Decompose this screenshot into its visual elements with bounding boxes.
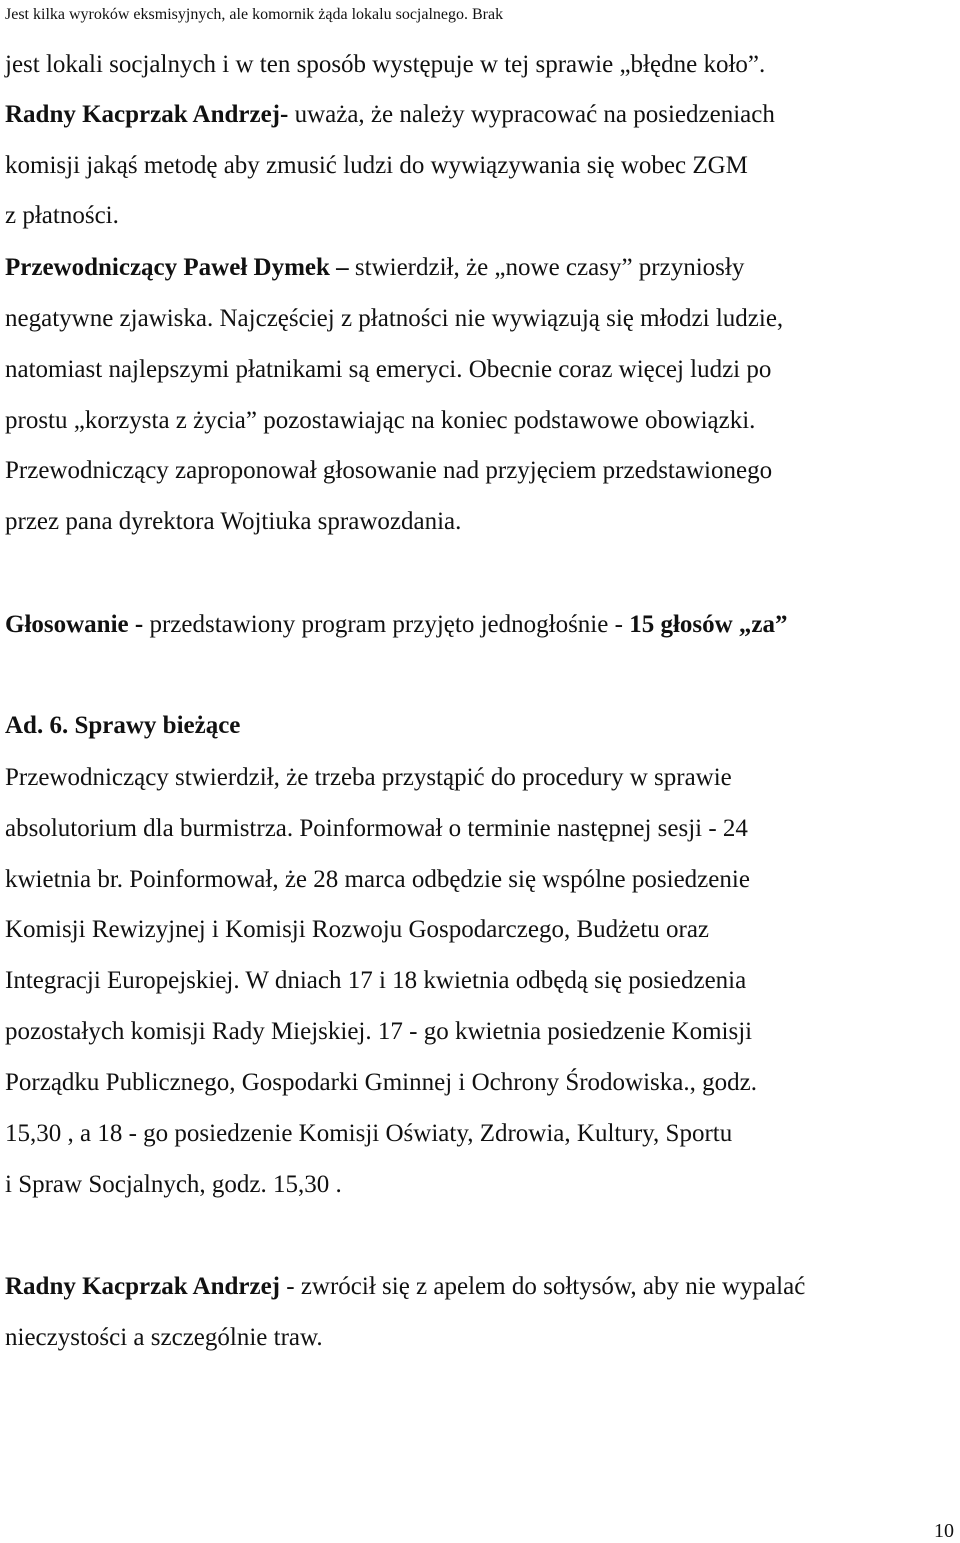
speaker-name: Radny Kacprzak Andrzej- [5, 101, 289, 128]
text-run: prostu „korzysta z życia” pozostawiając na koniec podstawowe obowiązki. [5, 407, 756, 434]
paragraph-1-line-2 [5, 50, 765, 80]
text-run: przez pana dyrektora Wojtiuka sprawozdania. [5, 508, 462, 535]
text-run: - zwrócił się z apelem do sołtysów, aby nie wypalać [280, 1273, 806, 1300]
paragraph-3-line-4 [5, 406, 755, 436]
paragraph-3-line-1 [5, 253, 744, 283]
section-6-line-7 [5, 1068, 757, 1098]
text-run: negatywne zjawiska. Najczęściej z płatności nie wywiązują się młodzi ludzie, [5, 305, 784, 332]
text-run: nieczystości a szczególnie traw. [5, 1324, 323, 1351]
section-heading: Ad. 6. Sprawy bieżące [5, 712, 241, 739]
section-6-line-5 [5, 966, 746, 996]
vote-line [5, 610, 788, 640]
section-6-line-4 [5, 915, 709, 945]
page-number: 10 [934, 1520, 954, 1542]
text-run: uważa, że należy wypracować na posiedzeniach [288, 101, 775, 128]
text-run: Komisji Rewizyjnej i Komisji Rozwoju Gospodarczego, Budżetu oraz [5, 916, 710, 943]
speaker-name: Radny Kacprzak Andrzej [5, 1273, 280, 1300]
section-6-line-9 [5, 1170, 342, 1200]
section-6-line-3 [5, 865, 750, 895]
section-6-line-6 [5, 1017, 752, 1047]
text-run: natomiast najlepszymi płatnikami są emeryci. Obecnie coraz więcej ludzi po [5, 356, 772, 383]
text-run: Porządku Publicznego, Gospodarki Gminnej i Ochrony Środowiska., godz. [5, 1069, 757, 1096]
text-run: absolutorium dla burmistrza. Poinformował o terminie następnej sesji - 24 [5, 815, 748, 842]
section-6-heading [5, 711, 240, 741]
paragraph-2-line-1 [5, 100, 775, 130]
paragraph-3-line-6 [5, 507, 461, 537]
text-run: pozostałych komisji Rady Miejskiej. 17 - go kwietnia posiedzenie Komisji [5, 1018, 753, 1045]
text-run: jest lokali socjalnych i w ten sposób występuje w tej sprawie „błędne koło”. [5, 51, 766, 78]
text-run: Jest kilka wyroków eksmisyjnych, ale komornik żąda lokalu socjalnego. Brak [5, 6, 504, 23]
speaker-name: Przewodniczący Paweł Dymek – [5, 254, 349, 281]
paragraph-2-line-3 [5, 201, 119, 231]
text-run: z płatności. [5, 202, 119, 229]
text-run: Integracji Europejskiej. W dniach 17 i 18 kwietnia odbędą się posiedzenia [5, 967, 747, 994]
text-run: stwierdził, że „nowe czasy” przyniosły [348, 254, 745, 281]
vote-label: Głosowanie - [5, 611, 144, 638]
text-run: Przewodniczący zaproponował głosowanie nad przyjęciem przedstawionego [5, 457, 773, 484]
paragraph-3-line-5 [5, 456, 772, 486]
paragraph-3-line-2 [5, 304, 783, 334]
text-run: Przewodniczący stwierdził, że trzeba przystąpić do procedury w sprawie [5, 764, 732, 791]
section-6-line-8 [5, 1119, 732, 1149]
paragraph-3-line-3 [5, 355, 771, 385]
text-run: przedstawiony program przyjęto jednogłośnie - [143, 611, 630, 638]
paragraph-2-line-2 [5, 151, 748, 181]
text-run: i Spraw Socjalnych, godz. 15,30 . [5, 1171, 342, 1198]
text-run: kwietnia br. Poinformował, że 28 marca odbędzie się wspólne posiedzenie [5, 866, 750, 893]
last-paragraph-line-1 [5, 1272, 805, 1302]
section-6-line-2 [5, 814, 748, 844]
section-6-line-1 [5, 763, 732, 793]
text-run: komisji jakąś metodę aby zmusić ludzi do wywiązywania się wobec ZGM [5, 152, 748, 179]
vote-result: 15 głosów „za” [629, 611, 788, 638]
paragraph-1-line-1 [5, 0, 960, 30]
last-paragraph-line-2 [5, 1323, 323, 1353]
text-run: 15,30 , a 18 - go posiedzenie Komisji Oświaty, Zdrowia, Kultury, Sportu [5, 1120, 733, 1147]
